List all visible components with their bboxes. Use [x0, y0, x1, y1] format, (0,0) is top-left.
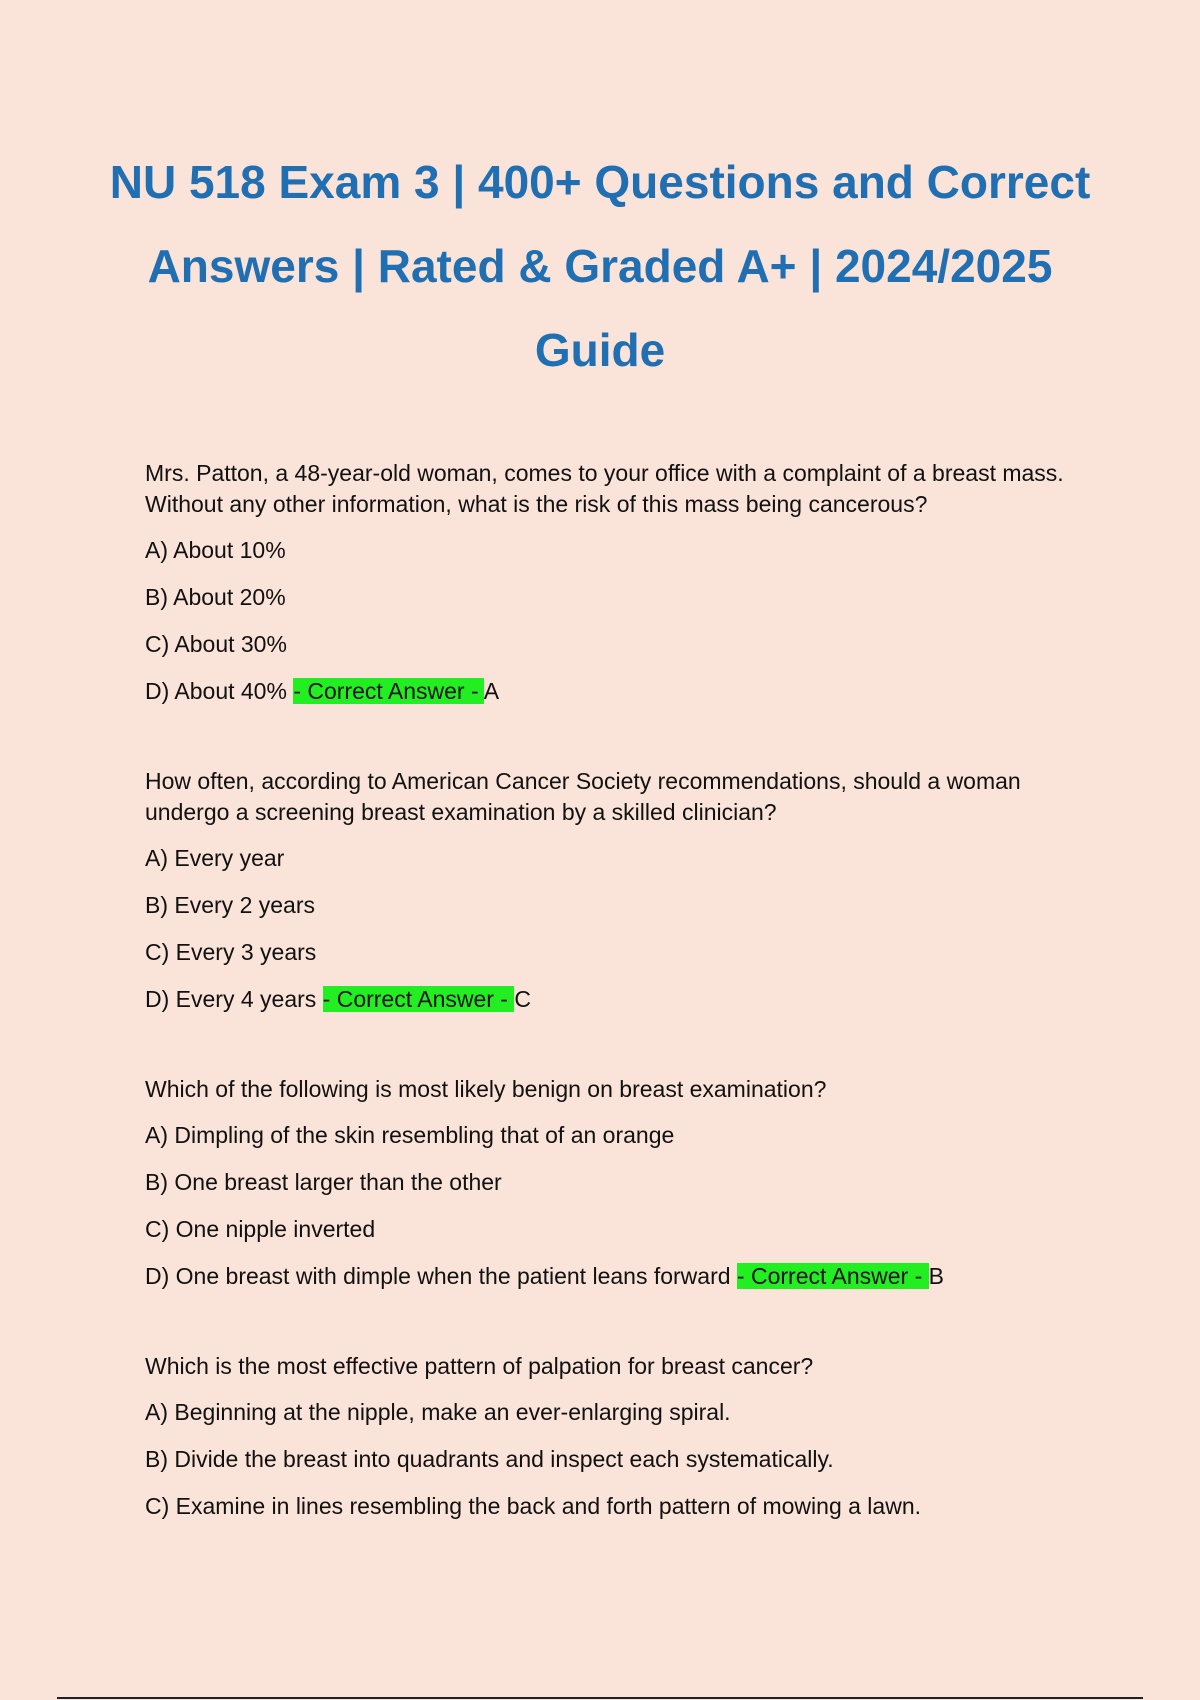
- answer-option: C) Every 3 years: [145, 939, 317, 965]
- answer-option-last: [145, 676, 1065, 723]
- answer-option-text: D) Every 4 years: [145, 986, 323, 1012]
- question-stem: Which of the following is most likely benign on breast examination?: [145, 1076, 827, 1102]
- question-block: [145, 458, 1065, 723]
- correct-answer-letter: B: [928, 1263, 944, 1289]
- question-block: [145, 1074, 1065, 1308]
- question-stem: How often, according to American Cancer Society recommendations, should a woman undergo a screening breast examination by a skilled clinician?: [145, 768, 1021, 825]
- question-stem: Which is the most effective pattern of palpation for breast cancer?: [145, 1353, 814, 1379]
- answer-option: B) About 20%: [145, 584, 286, 610]
- correct-answer-highlight: - Correct Answer -: [322, 986, 515, 1012]
- question-block: [145, 1351, 1065, 1538]
- answer-option: A) About 10%: [145, 537, 286, 563]
- answer-option: C) One nipple inverted: [145, 1216, 376, 1242]
- answer-option-last: [145, 984, 1065, 1031]
- answer-option: A) Beginning at the nipple, make an ever-enlarging spiral.: [145, 1399, 731, 1425]
- answer-option: A) Every year: [145, 845, 285, 871]
- correct-answer-highlight: - Correct Answer -: [736, 1263, 929, 1289]
- question-block: [145, 766, 1065, 1031]
- answer-option: B) Every 2 years: [145, 892, 315, 918]
- answer-option-text: D) One breast with dimple when the patient leans forward: [145, 1263, 737, 1289]
- answer-option: B) One breast larger than the other: [145, 1169, 502, 1195]
- footer-divider: [57, 1697, 1143, 1699]
- answer-option-last: [145, 1261, 1065, 1308]
- answer-option: C) Examine in lines resembling the back and forth pattern of mowing a lawn.: [145, 1493, 922, 1519]
- answer-option: C) About 30%: [145, 631, 287, 657]
- correct-answer-highlight: - Correct Answer -: [293, 678, 484, 704]
- question-stem: Mrs. Patton, a 48-year-old woman, comes to your office with a complaint of a breast mass. Without any other information, what is the risk of this mass being cancerous?: [145, 460, 1064, 517]
- answer-option-text: D) About 40%: [145, 678, 294, 704]
- answer-option: A) Dimpling of the skin resembling that of an orange: [145, 1122, 675, 1148]
- document-title: NU 518 Exam 3 | 400+ Questions and Correct Answers | Rated & Graded A+ | 2024/2025 Guide: [109, 156, 1091, 376]
- correct-answer-letter: A: [483, 678, 500, 704]
- answer-option: B) Divide the breast into quadrants and inspect each systematically.: [145, 1446, 834, 1472]
- correct-answer-letter: C: [514, 986, 531, 1012]
